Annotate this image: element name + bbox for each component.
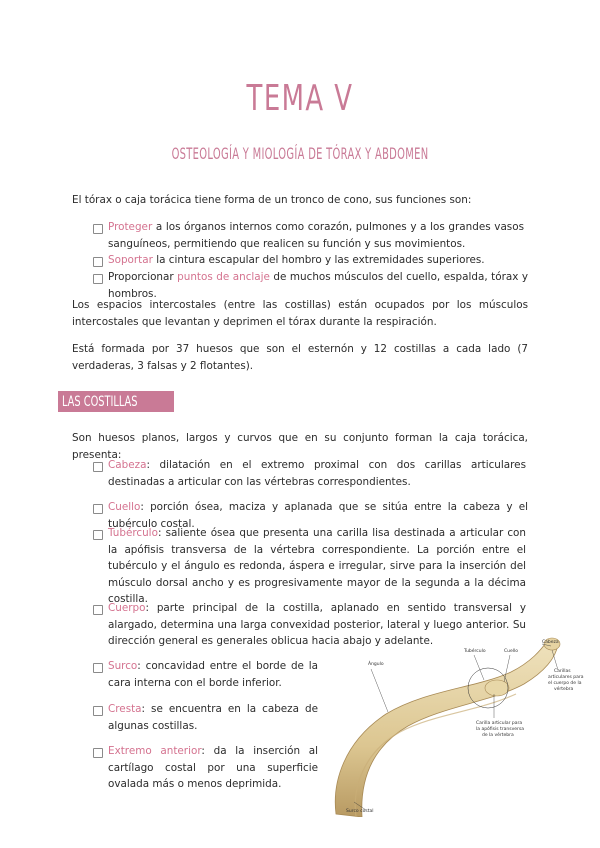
part-item-surco: Surco: concavidad entre el borde de la cara interna con el borde inferior. bbox=[108, 660, 318, 689]
function-item-soportar: Soportar la cintura escapular del hombro y las extremidades superiores. bbox=[108, 254, 485, 266]
page-title: TEMA V bbox=[246, 78, 354, 119]
part-item-tuberculo: Tubérculo: saliente ósea que presenta una carilla lisa destinada a articular con la apófisis transversa de la vértebra correspondiente. La porción entre el tubérculo y el ángulo es redonda, áspera e irregular, sirve para la inserción del músculo dorsal ancho y es progresivamente mayor de la segunda a la décima costilla. bbox=[108, 527, 526, 605]
checkbox-icon[interactable] bbox=[93, 748, 103, 758]
label-carillas-1: Carillas bbox=[554, 669, 571, 674]
rib-illustration bbox=[326, 632, 590, 817]
part-item-extremo: Extremo anterior: da la inserción al cartílago costal por una superficie ovalada más o menos deprimida. bbox=[108, 745, 318, 790]
label-carilla-1: Carilla articular para bbox=[476, 721, 523, 726]
part-item-cuerpo: Cuerpo: parte principal de la costilla, aplanado en sentido transversal y alargado, determina una larga convexidad posterior, lateral y luego anterior. Su dirección general es generales oblicua hacia abajo y adelante. bbox=[108, 602, 526, 647]
label-tuberculo: Tubérculo bbox=[464, 649, 486, 654]
label-surco: Surco costal bbox=[346, 809, 374, 814]
label-carillas-4: vértebra bbox=[554, 687, 574, 692]
page-subtitle: OSTEOLOGÍA Y MIOLOGÍA DE TÓRAX Y ABDOMEN bbox=[171, 144, 429, 163]
part-item-cresta: Cresta: se encuentra en la cabeza de algunas costillas. bbox=[108, 703, 318, 732]
part-item-cuello: Cuello: porción ósea, maciza y aplanada que se sitúa entre la cabeza y el tubérculo costal. bbox=[108, 501, 528, 530]
checkbox-icon[interactable] bbox=[93, 530, 103, 540]
checkbox-icon[interactable] bbox=[93, 274, 103, 284]
formada-paragraph: Está formada por 37 huesos que son el esternón y 12 costillas a cada lado (7 verdaderas, 3 falsas y 2 flotantes). bbox=[72, 343, 528, 372]
label-carillas-2: articulares para bbox=[548, 675, 584, 680]
label-carilla-2: la apófisis transversa bbox=[476, 727, 524, 732]
function-item-proteger: Proteger a los órganos internos como corazón, pulmones y a los grandes vasos sanguíneos, permitiendo que realicen su función y sus movimientos. bbox=[108, 221, 524, 250]
checkbox-icon[interactable] bbox=[93, 224, 103, 234]
checkbox-icon[interactable] bbox=[93, 504, 103, 514]
checkbox-icon[interactable] bbox=[93, 706, 103, 716]
checkbox-icon[interactable] bbox=[93, 663, 103, 673]
label-carillas-3: el cuerpo de la bbox=[548, 681, 582, 686]
checkbox-icon[interactable] bbox=[93, 257, 103, 267]
intro-paragraph: El tórax o caja torácica tiene forma de un tronco de cono, sus funciones son: bbox=[72, 194, 472, 206]
checkbox-icon[interactable] bbox=[93, 605, 103, 615]
label-angulo: Ángulo bbox=[368, 662, 384, 667]
checkbox-icon[interactable] bbox=[93, 462, 103, 472]
part-item-cabeza: Cabeza: dilatación en el extremo proximal con dos carillas articulares destinadas a articular con las vértebras correspondientes. bbox=[108, 459, 526, 488]
label-carilla-3: de la vértebra bbox=[482, 733, 514, 738]
function-item-anclaje: Proporcionar puntos de anclaje de muchos músculos del cuello, espalda, tórax y hombros. bbox=[108, 271, 528, 300]
section-heading: LAS COSTILLAS bbox=[58, 391, 174, 412]
intercostal-paragraph: Los espacios intercostales (entre las costillas) están ocupados por los músculos intercostales que levantan y deprimen el tórax durante la respiración. bbox=[72, 299, 528, 328]
section-intro: Son huesos planos, largos y curvos que en su conjunto forman la caja torácica, presenta: bbox=[72, 432, 528, 461]
label-cabeza: Cabeza bbox=[542, 640, 559, 645]
label-cuello: Cuello bbox=[504, 649, 519, 654]
